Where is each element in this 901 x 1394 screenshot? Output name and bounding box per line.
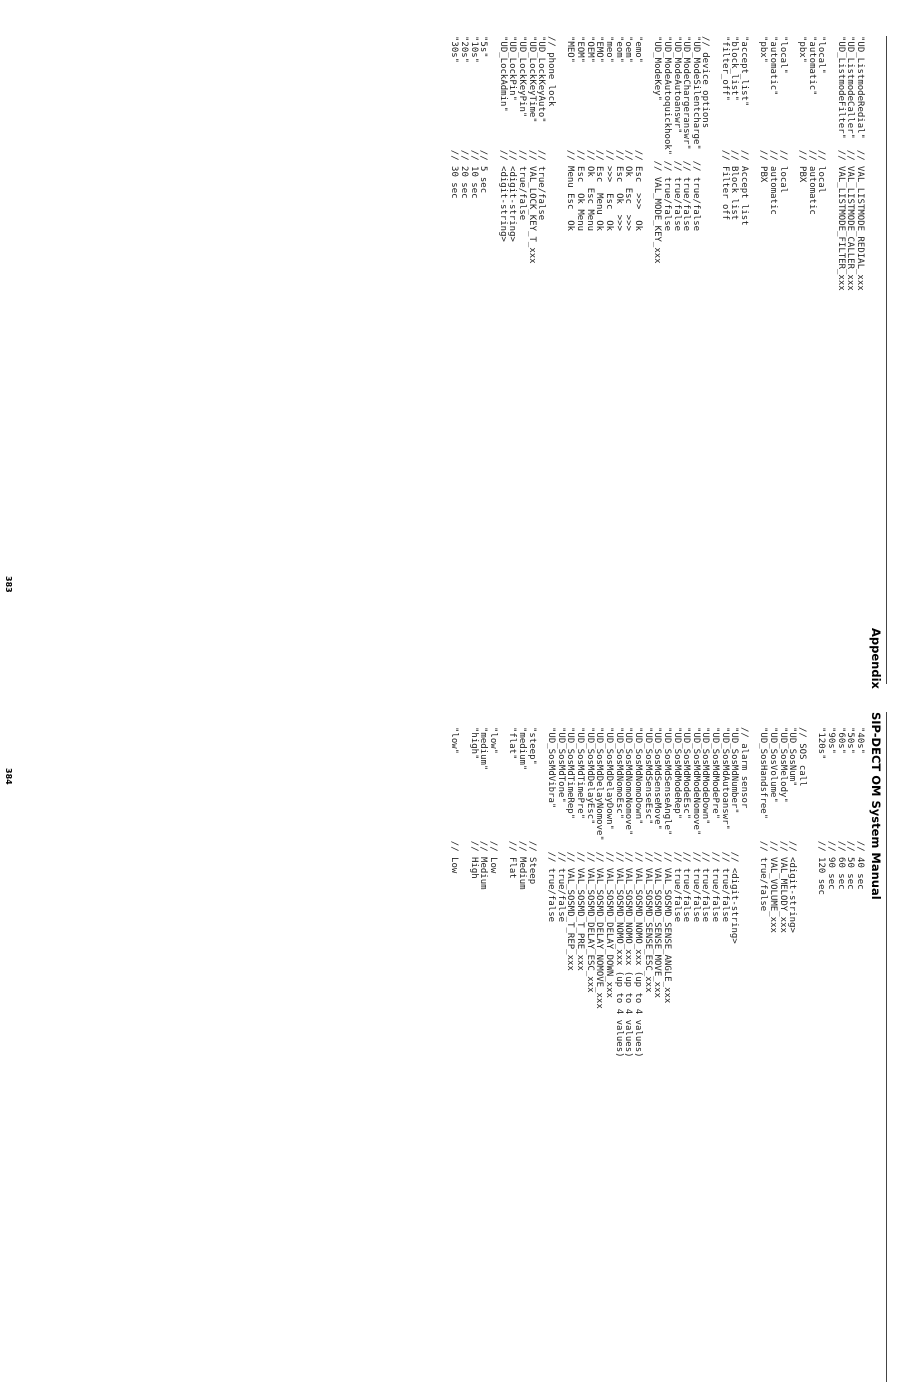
code-line: "UD_ListmodeCaller" // VAL_LISTMODE_CALLER_xxx [845, 36, 856, 291]
code-line: "20s" // 20 sec [459, 36, 470, 199]
code-listing-right [449, 727, 864, 1058]
page-header-appendix: Appendix [869, 628, 883, 689]
code-line: "UD_SosMdModeDown" // true/false [700, 727, 711, 923]
code-line: "pbx" // PBX [758, 36, 769, 183]
code-line: "local" // local [816, 36, 827, 194]
code-line: "EOM" // Esc Ok Menu [574, 36, 585, 232]
code-line [555, 36, 565, 291]
code-line: "UD_SosMdModePre" // true/false [710, 727, 721, 923]
code-line: "120s" // 120 sec [816, 727, 827, 895]
code-line: "UD_ModeSilentcharge" // true/false [690, 36, 701, 232]
code-line: "high" // High [468, 727, 479, 879]
code-line: // SOS call [797, 727, 808, 787]
code-line: "UD_SosMdSenseMove" // VAL_SOSMD_SENSE_MOVE_xxx [652, 727, 663, 998]
code-line: "UD_SosMdModeRep" // true/false [671, 727, 682, 923]
code-line: // device options [700, 36, 711, 129]
code-line [806, 727, 816, 1058]
code-line: "UD_SosMdNomoNomove" // VAL_SOSMD_NOMO_xxx (up to 4 values) [623, 727, 634, 1058]
code-line: "accept_list" // Accept list [739, 36, 750, 226]
code-line: "UD_SosMdModeEsc" // true/false [681, 727, 692, 923]
code-line: "filter_off" // Filter off [719, 36, 730, 221]
code-line: "30s" // 30 sec [449, 36, 460, 199]
code-line: "60s" // 60 sec [835, 727, 846, 890]
code-line: "OEM" // Ok Esc Menu [584, 36, 595, 232]
code-line: "UD_SosMdAutoanswr" // true/false [719, 727, 730, 923]
code-line: "UD_SosMelody" // VAL_MELODY_xxx [777, 727, 788, 933]
code-line: "UD_SosMdTimeRep" // VAL_SOSMD_T_REP_xxx [565, 727, 576, 971]
code-line [825, 36, 835, 291]
code-line: "UD_SosMdNomoDown" // VAL_SOSMD_NOMO_xxx (up to 4 values) [632, 727, 643, 1058]
code-line: "UD_ModeAutoquickhook" // true/false [661, 36, 672, 232]
code-line: "UD_SosMdVibra" // true/false [546, 727, 556, 923]
code-line: "UD_SosMdDelayEsc" // VAL_SOSMD_DELAY_ESC_xxx [584, 727, 595, 993]
code-line: "low" // Low [449, 727, 460, 874]
code-line: "eom" // Esc Ok >>> [613, 36, 624, 232]
page-number-left: 383 [4, 576, 13, 593]
header-rule-left [886, 36, 887, 684]
page-header-manual-title: SIP-DECT OM System Manual [869, 712, 883, 900]
code-line: "pbx" // PBX [797, 36, 808, 183]
code-line: // alarm sensor [739, 727, 750, 809]
code-line: "oem" // Ok Esc >>> [623, 36, 634, 232]
code-line: "UD_SosMdDelayDown" // VAL_SOSMD_DELAY_DOWN_xxx [603, 727, 614, 998]
code-line [787, 36, 797, 291]
code-line: "automatic" // automatic [806, 36, 817, 215]
code-line [458, 727, 468, 1058]
code-listing-left [449, 36, 864, 291]
code-line: "UD_ModeAutoanswr" // true/false [671, 36, 682, 232]
code-line: "medium" // Medium [517, 727, 528, 890]
code-line: "UD_LockPin" // <digit-string> [507, 36, 518, 242]
code-line: "UD_LockAdmin" // <digit-string> [497, 36, 508, 242]
code-line: "UD_SosMdDelayNomove" // VAL_SOSMD_DELAY_NOMOVE_xxx [594, 727, 605, 1009]
code-line: "UD_SosMdNumber" // <digit-string> [729, 727, 740, 944]
page-number-right: 384 [4, 768, 13, 785]
code-line: "5s" // 5 sec [478, 36, 489, 194]
code-line: "UD_SosVolume" // VAL_VOLUME_xxx [768, 727, 779, 933]
code-line: "EMO" // Esc Menu Ok [594, 36, 605, 232]
code-line: "medium" // Medium [478, 727, 489, 890]
code-line [748, 727, 758, 1058]
code-line: "UD_ListmodeFilter" // VAL_LISTMODE_FILTER_xxx [835, 36, 846, 291]
code-line: "40s" // 40 sec [855, 727, 865, 890]
code-line: "local" // local [777, 36, 788, 194]
code-line [497, 727, 507, 1058]
code-line: "10s" // 10 sec [468, 36, 479, 199]
code-line: "UD_SosMdTone" // true/false [555, 727, 566, 923]
code-line: "UD_LockKeyAuto" // true/false [536, 36, 547, 221]
code-line [536, 727, 546, 1058]
code-line: "steep" // Steep [526, 727, 537, 885]
header-rule-right [886, 712, 887, 1382]
code-line: "UD_SosMdTimePre" // VAL_SOSMD_T_PRE_xxx [574, 727, 585, 971]
code-line [487, 36, 497, 291]
code-line: "UD_SosMdModeNomove" // true/false [690, 727, 701, 923]
code-line: "automatic" // automatic [768, 36, 779, 215]
code-line: "low" // Low [488, 727, 499, 874]
code-line: "meo" // >>> Esc Ok [603, 36, 614, 232]
code-line: "UD_ListmodeRedial" // VAL_LISTMODE_REDIAL_xxx [855, 36, 865, 291]
code-line: "90s" // 90 sec [826, 727, 837, 890]
code-line: "flat" // Flat [507, 727, 518, 879]
code-line: "UD_ModeKey" // VAL_MODE_KEY_xxx [652, 36, 663, 264]
code-line: "emo" // Esc >>> Ok [632, 36, 643, 232]
code-line: // phone lock [546, 36, 556, 107]
code-line: "UD_LockKeyPin" // true/false [517, 36, 528, 221]
code-line: "UD_LockKeyTime" // VAL_LOCK_KEY_T_xxx [526, 36, 537, 264]
code-line: "UD_SosMdNomoEsc" // VAL_SOSMD_NOMO_xxx (up to 4 values) [613, 727, 624, 1058]
code-line [710, 36, 720, 291]
code-line [748, 36, 758, 291]
code-line: "UD_SosNum" // <digit-string> [787, 727, 798, 933]
code-line: "UD_SosHandsfree" // true/false [758, 727, 769, 912]
code-line: "MEO" // Menu Esc Ok [565, 36, 576, 232]
code-line: "UD_SosMdSenseEsc" // VAL_SOSMD_SENSE_ESC_xxx [642, 727, 653, 993]
code-line: "block_list" // Block list [729, 36, 740, 221]
code-line: "UD_ModeChargeranswr" // true/false [681, 36, 692, 232]
code-line: "UD_SosMdSenseAngle" // VAL_SOSMD_SENSE_ANGLE_xxx [661, 727, 672, 1004]
code-line [642, 36, 652, 291]
code-line: "50s" // 50 sec [845, 727, 856, 890]
